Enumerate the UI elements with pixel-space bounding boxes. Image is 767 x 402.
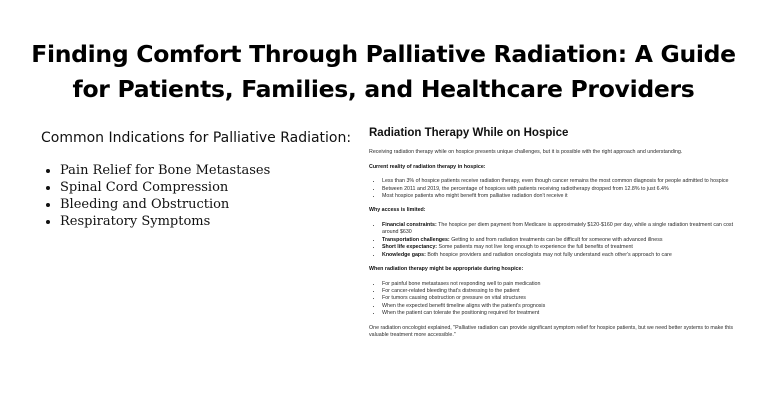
list-item-text: Some patients may not live long enough to experience the full benefits of treatment (438, 244, 633, 251)
page-title-line-2: for Patients, Families, and Healthcare Providers (72, 75, 695, 103)
list-item: • For cancer-related bleeding that's distressing to the patient (382, 288, 741, 295)
list-item: • Respiratory Symptoms (60, 213, 270, 230)
indications-heading: Common Indications for Palliative Radiation: (41, 130, 352, 146)
document-title: Radiation Therapy While on Hospice (369, 127, 569, 139)
oncologist-quote: One radiation oncologist explained, "Palliative radiation can provide significant symptom relief for hospice patients, but we need better systems to make this valuable treatment more accessible." (369, 324, 734, 339)
list-item: • Pain Relief for Bone Metastases (60, 162, 270, 179)
list-item: • Bleeding and Obstruction (60, 196, 270, 213)
reality-list (369, 178, 741, 200)
list-item-text: Getting to and from radiation treatments can be difficult for someone with advanced illness (451, 236, 663, 243)
list-item-text: Both hospice providers and radiation oncologists may not fully understand each other's approach to care (427, 251, 672, 258)
list-item: • Spinal Cord Compression (60, 179, 270, 196)
list-item: • When the patient can tolerate the positioning required for treatment (382, 310, 741, 317)
list-item: • When the expected benefit timeline aligns with the patient's prognosis (382, 303, 741, 310)
list-item-label: Knowledge gaps: (382, 251, 426, 258)
document-intro: Receiving radiation therapy while on hospice presents unique challenges, but it is possible with the right approach and understanding. (369, 149, 683, 155)
list-item: • For tumors causing obstruction or pressure on vital structures (382, 295, 741, 302)
list-item-label: Short life expectancy: (382, 244, 438, 251)
access-list (369, 222, 741, 259)
list-item-label: Financial constraints: (382, 222, 437, 228)
document-excerpt (369, 127, 741, 347)
reality-heading: Current reality of radiation therapy in hospice: (369, 163, 486, 170)
list-item (382, 244, 741, 251)
list-item: • For painful bone metastases not responding well to pain medication (382, 281, 741, 288)
indications-list (38, 162, 270, 230)
list-item: • Between 2011 and 2019, the percentage of hospices with patients receiving radiotherapy dropped from 12.8% to just 6.4% (382, 186, 741, 193)
list-item (382, 252, 741, 259)
page-title-line-1: Finding Comfort Through Palliative Radiation: A Guide (31, 40, 736, 68)
list-item-text: The hospice per diem payment from Medicare is approximately $120-$160 per day, while a single radiation treatment can cost around $630 (382, 222, 734, 236)
page-title (0, 37, 767, 107)
list-item-label: Transportation challenges: (382, 236, 450, 243)
access-heading: Why access is limited: (369, 207, 426, 214)
list-item: • Most hospice patients who might benefit from palliative radiation don't receive it (382, 193, 741, 200)
list-item (382, 222, 741, 237)
list-item: • Less than 3% of hospice patients receive radiation therapy, even though cancer remains the most common diagnosis for people admitted to hospice (382, 178, 741, 185)
appropriate-list (369, 281, 741, 318)
list-item (382, 237, 741, 244)
appropriate-heading: When radiation therapy might be appropriate during hospice: (369, 266, 524, 273)
